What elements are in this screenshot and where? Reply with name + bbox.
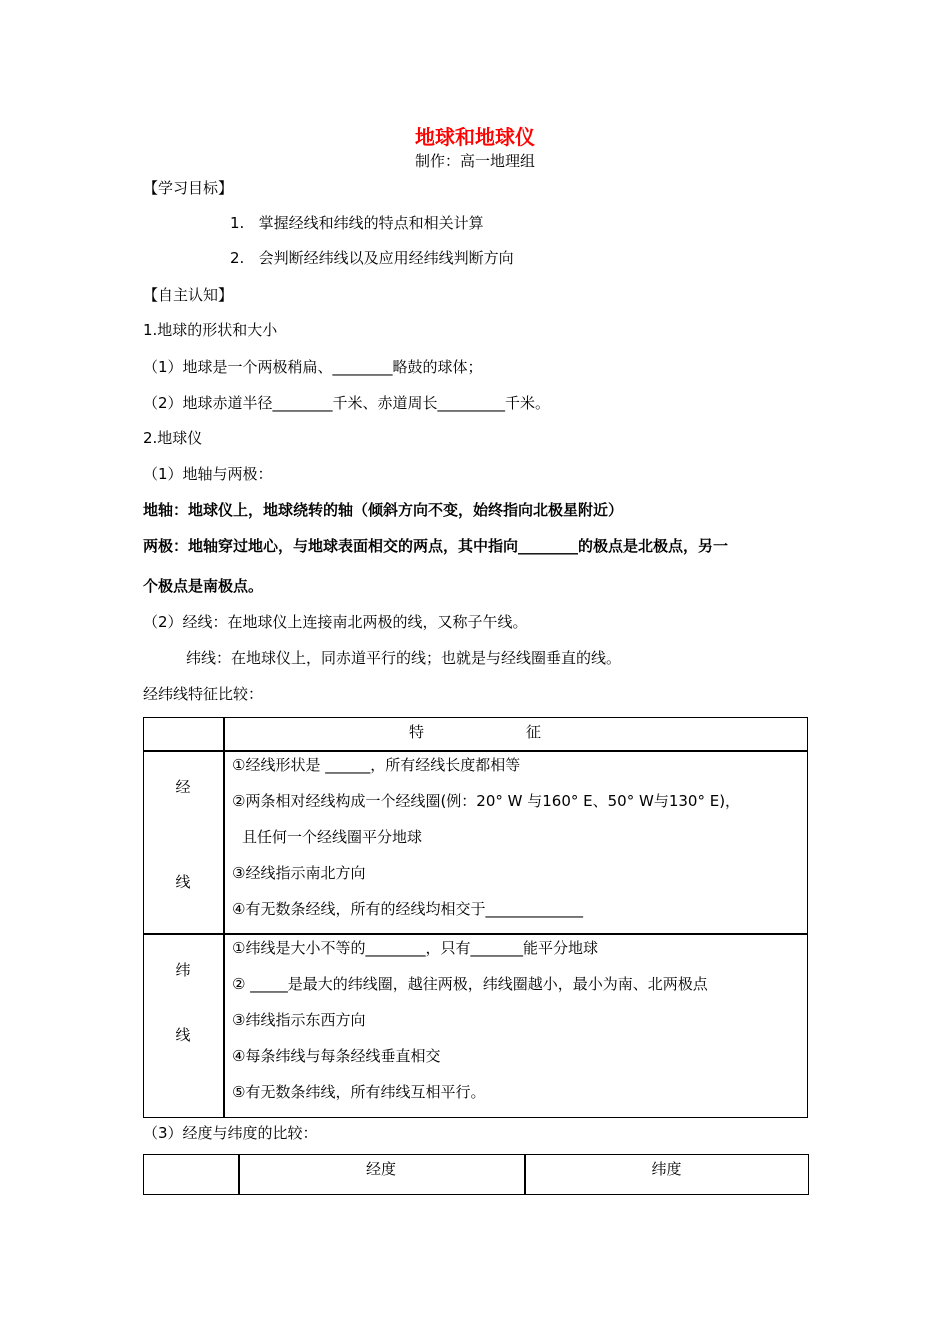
table-divider — [143, 933, 808, 935]
table-divider — [143, 750, 808, 752]
objective-number: 2. — [230, 249, 245, 267]
section-2-heading: 2.地球仪 — [143, 429, 203, 447]
parallel-row-label-1: 纬 — [175, 961, 191, 979]
question-axis-poles: （1）地轴与两极： — [143, 465, 273, 483]
parallel-feature-2: ② _____是最大的纬线圈，越往两极，纬线圈越小，最小为南、北两极点 — [232, 975, 708, 993]
question-size: （2）地球赤道半径________千米、赤道周长_________千米。 — [143, 394, 551, 412]
comparison-heading: 经纬线特征比较： — [143, 685, 264, 703]
table-header-char-2: 征 — [526, 723, 542, 741]
parallel-feature-4: ④每条纬线与每条经线垂直相交 — [232, 1047, 441, 1065]
meridian-feature-3: ③经线指示南北方向 — [232, 864, 366, 882]
parallel-feature-5: ⑤有无数条纬线，所有纬线互相平行。 — [232, 1083, 486, 1101]
meridian-feature-2-cont: 且任何一个经线圈平分地球 — [242, 828, 423, 846]
parallel-feature-3: ③纬线指示东西方向 — [232, 1011, 366, 1029]
objective-text: 掌握经线和纬线的特点和相关计算 — [258, 214, 484, 232]
meridian-feature-4: ④有无数条经线，所有的经线均相交于_____________ — [232, 900, 583, 918]
section-1-heading: 1.地球的形状和大小 — [143, 321, 278, 339]
self-study-heading: 【自主认知】 — [143, 286, 234, 304]
meridian-feature-1: ①经线形状是 ______，所有经线长度都相等 — [232, 756, 521, 774]
objective-text: 会判断经纬线以及应用经纬线判断方向 — [258, 249, 514, 267]
meridian-row-label-1: 经 — [175, 778, 191, 796]
objective-number: 1. — [230, 214, 245, 232]
longitude-column-header: 经度 — [365, 1160, 396, 1178]
document-subtitle: 制作：高一地理组 — [414, 152, 535, 170]
table-divider — [223, 717, 225, 1118]
question-shape: （1）地球是一个两极稍扁、________略鼓的球体； — [143, 358, 483, 376]
axis-definition: 地轴：地球仪上，地球绕转的轴（倾斜方向不变，始终指向北极星附近） — [143, 501, 624, 519]
objective-item-1 — [230, 213, 484, 233]
objective-item-2 — [230, 248, 514, 268]
section-3-heading: （3）经度与纬度的比较： — [143, 1124, 318, 1142]
meridian-row-label-2: 线 — [175, 873, 191, 891]
poles-definition-line-1: 两极：地轴穿过地心，与地球表面相交的两点，其中指向________的极点是北极点，另一 — [143, 537, 729, 555]
latitude-column-header: 纬度 — [651, 1160, 682, 1178]
parallel-row-label-2: 线 — [175, 1026, 191, 1044]
objectives-heading: 【学习目标】 — [143, 179, 234, 197]
parallel-definition: 纬线：在地球仪上，同赤道平行的线；也就是与经线圈垂直的线。 — [186, 649, 622, 667]
table-header-char-1: 特 — [409, 723, 425, 741]
meridian-feature-2: ②两条相对经线构成一个经线圈(例：20° W 与160° E、50° W与130° E)， — [232, 792, 741, 810]
poles-definition-line-2: 个极点是南极点。 — [143, 577, 264, 595]
document-title: 地球和地球仪 — [415, 125, 535, 149]
parallel-feature-1: ①纬线是大小不等的________，只有_______能平分地球 — [232, 939, 598, 957]
meridian-definition: （2）经线：在地球仪上连接南北两极的线，又称子午线。 — [143, 613, 528, 631]
